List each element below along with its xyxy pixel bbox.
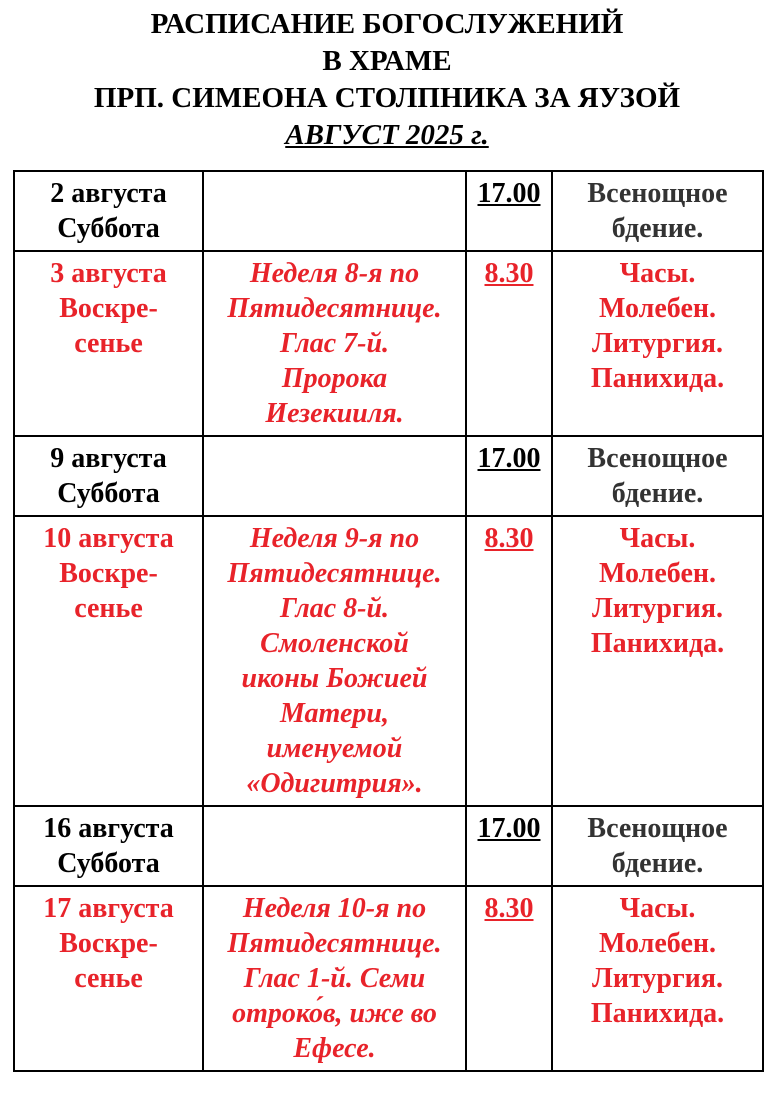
service-cell-line: бдение. <box>611 478 704 509</box>
feast-cell <box>203 171 466 251</box>
service-cell-line: бдение. <box>611 213 704 244</box>
date-cell-line: 17 августа <box>43 893 174 924</box>
service-cell-line: Всенощное <box>587 178 728 209</box>
date-cell-line: 10 августа <box>43 523 174 554</box>
date-cell <box>14 436 203 516</box>
schedule-row <box>14 436 763 516</box>
feast-cell-line: отроко́в, иже во <box>232 998 437 1029</box>
feast-cell <box>203 886 466 1071</box>
service-cell <box>552 171 763 251</box>
service-time: 17.00 <box>477 443 541 474</box>
header-month: АВГУСТ 2025 г. <box>285 119 489 151</box>
feast-cell-line: Глас 8-й. <box>279 593 390 624</box>
date-cell-line: Суббота <box>57 213 160 244</box>
feast-cell-line: Ефесе. <box>293 1033 376 1064</box>
feast-cell <box>203 516 466 806</box>
service-cell-line: Всенощное <box>587 813 728 844</box>
service-cell <box>552 251 763 436</box>
feast-cell-line: Пятидесятнице. <box>227 293 442 324</box>
feast-cell <box>203 251 466 436</box>
service-cell-line: Панихида. <box>590 628 725 659</box>
date-cell <box>14 516 203 806</box>
service-cell-line: Панихида. <box>590 998 725 1029</box>
header-subtitle: В ХРАМЕ <box>322 45 452 77</box>
time-cell <box>466 516 552 806</box>
service-cell-line: бдение. <box>611 848 704 879</box>
time-cell <box>466 806 552 886</box>
feast-cell-line: Глас 7-й. <box>279 328 390 359</box>
feast-cell-line: Глас 1-й. Семи <box>243 963 426 994</box>
service-cell-line: Литургия. <box>592 963 723 994</box>
service-cell-line: Всенощное <box>587 443 728 474</box>
date-cell-line: Воскре- <box>59 558 158 589</box>
service-cell <box>552 886 763 1071</box>
schedule-row <box>14 806 763 886</box>
date-cell-line: 9 августа <box>50 443 167 474</box>
service-time: 8.30 <box>484 523 534 554</box>
service-cell-line: Панихида. <box>590 363 725 394</box>
feast-cell-line: Пятидесятнице. <box>227 558 442 589</box>
feast-cell-line: Пятидесятнице. <box>227 928 442 959</box>
time-cell <box>466 886 552 1071</box>
date-cell-line: Воскре- <box>59 928 158 959</box>
date-cell <box>14 886 203 1071</box>
feast-cell-line: иконы Божией <box>241 663 428 694</box>
service-cell <box>552 516 763 806</box>
service-cell <box>552 436 763 516</box>
service-cell-line: Литургия. <box>592 328 723 359</box>
date-cell-line: 2 августа <box>50 178 167 209</box>
feast-cell <box>203 806 466 886</box>
service-time: 8.30 <box>484 258 534 289</box>
feast-cell-line: Иезекииля. <box>265 398 404 429</box>
feast-cell-line: Неделя 9-я по <box>249 523 420 554</box>
service-cell-line: Молебен. <box>598 928 717 959</box>
date-cell-line: Суббота <box>57 478 160 509</box>
schedule-table <box>13 170 764 1072</box>
service-time: 17.00 <box>477 178 541 209</box>
feast-cell-line: Матери, <box>280 698 389 729</box>
service-cell <box>552 806 763 886</box>
feast-cell-line: «Одигитрия». <box>246 768 423 799</box>
feast-cell <box>203 436 466 516</box>
feast-cell-line: Неделя 8-я по <box>249 258 420 289</box>
schedule-header <box>0 6 774 154</box>
service-time: 17.00 <box>477 813 541 844</box>
date-cell-line: 3 августа <box>50 258 167 289</box>
service-cell-line: Часы. <box>619 893 696 924</box>
header-title: РАСПИСАНИЕ БОГОСЛУЖЕНИЙ <box>150 8 624 40</box>
service-cell-line: Молебен. <box>598 293 717 324</box>
time-cell <box>466 251 552 436</box>
service-cell-line: Часы. <box>619 258 696 289</box>
feast-cell-line: именуемой <box>266 733 403 764</box>
date-cell-line: Воскре- <box>59 293 158 324</box>
date-cell-line: сенье <box>74 328 143 359</box>
service-cell-line: Молебен. <box>598 558 717 589</box>
feast-cell-line: Смоленской <box>260 628 409 659</box>
service-time: 8.30 <box>484 893 534 924</box>
feast-cell-line: Пророка <box>281 363 388 394</box>
schedule-row <box>14 171 763 251</box>
date-cell-line: сенье <box>74 963 143 994</box>
date-cell <box>14 171 203 251</box>
schedule-row <box>14 516 763 806</box>
service-cell-line: Часы. <box>619 523 696 554</box>
date-cell-line: сенье <box>74 593 143 624</box>
date-cell <box>14 806 203 886</box>
service-cell-line: Литургия. <box>592 593 723 624</box>
schedule-row <box>14 886 763 1071</box>
date-cell-line: 16 августа <box>43 813 174 844</box>
date-cell <box>14 251 203 436</box>
date-cell-line: Суббота <box>57 848 160 879</box>
time-cell <box>466 436 552 516</box>
feast-cell-line: Неделя 10-я по <box>242 893 427 924</box>
schedule-row <box>14 251 763 436</box>
time-cell <box>466 171 552 251</box>
header-church-name: ПРП. СИМЕОНА СТОЛПНИКА ЗА ЯУЗОЙ <box>93 82 681 114</box>
